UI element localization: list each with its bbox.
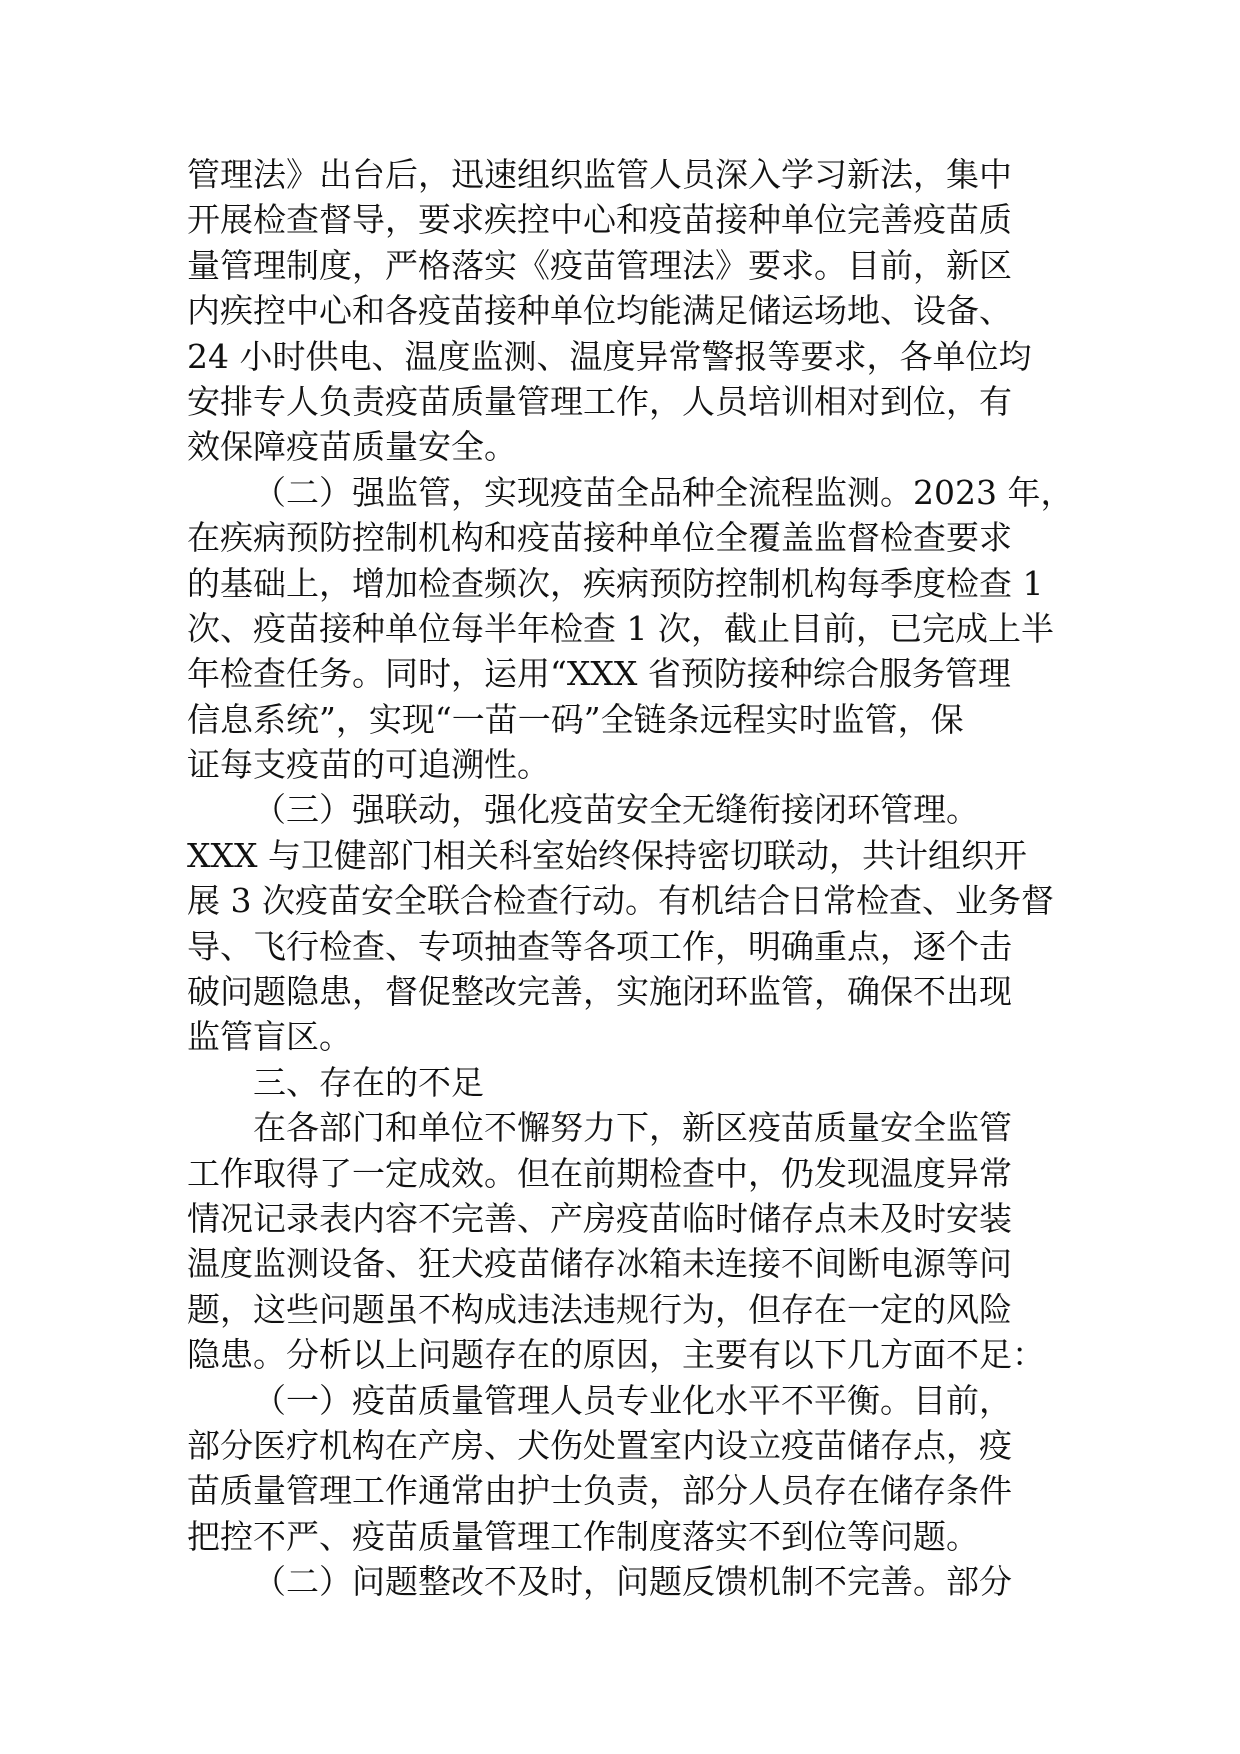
text-line-5: 24 小时供电、温度监测、温度异常警报等要求，各单位均 xyxy=(187,336,1032,376)
text-line-31: 把控不严、疫苗质量管理工作制度落实不到位等问题。 xyxy=(187,1516,979,1556)
text-line-2: 开展检查督导，要求疾控中心和疫苗接种单位完善疫苗质 xyxy=(187,200,1012,240)
text-line-26: 题，这些问题虽不构成违法违规行为，但存在一定的风险 xyxy=(187,1289,1012,1329)
text-line-18: 导、飞行检查、专项抽查等各项工作，明确重点，逐个击 xyxy=(187,926,1012,966)
text-line-9: 在疾病预防控制机构和疫苗接种单位全覆盖监督检查要求 xyxy=(187,518,1012,558)
text-line-1: 管理法》出台后，迅速组织监管人员深入学习新法，集中 xyxy=(187,155,1012,194)
text-line-6: 安排专人负责疫苗质量管理工作，人员培训相对到位，有 xyxy=(187,381,1012,421)
text-line-10: 的基础上，增加检查频次，疾病预防控制机构每季度检查 1 xyxy=(187,563,1044,603)
section-heading-3: （三）强联动，强化疫苗安全无缝衔接闭环管理。 xyxy=(253,790,979,830)
text-line-13: 信息系统”，实现“一苗一码”全链条远程实时监管，保 xyxy=(187,699,964,739)
major-heading-shortcomings: 三、存在的不足 xyxy=(253,1062,484,1102)
text-line-30: 苗质量管理工作通常由护士负责，部分人员存在储存条件 xyxy=(187,1471,1012,1511)
text-line-14: 证每支疫苗的可追溯性。 xyxy=(187,745,550,785)
text-line-12: 年检查任务。同时，运用“XXX 省预防接种综合服务管理 xyxy=(187,654,1011,694)
text-line-23: 工作取得了一定成效。但在前期检查中，仍发现温度异常 xyxy=(187,1153,1012,1193)
text-line-19: 破问题隐患，督促整改完善，实施闭环监管，确保不出现 xyxy=(187,972,1012,1012)
subheading-2: （二）问题整改不及时，问题反馈机制不完善。部分 xyxy=(253,1562,1012,1602)
text-line-3: 量管理制度，严格落实《疫苗管理法》要求。目前，新区 xyxy=(187,245,1012,285)
section-heading-2: （二）强监管，实现疫苗全品种全流程监测。2023 年， xyxy=(253,472,1074,512)
text-line-11: 次、疫苗接种单位每半年检查 1 次，截止目前，已完成上半 xyxy=(187,608,1054,648)
text-line-27: 隐患。分析以上问题存在的原因，主要有以下几方面不足： xyxy=(187,1335,1045,1375)
text-line-20: 监管盲区。 xyxy=(187,1017,352,1057)
text-line-24: 情况记录表内容不完善、产房疫苗临时储存点未及时安装 xyxy=(187,1198,1012,1238)
document-body xyxy=(187,152,1074,1605)
text-line-17: 展 3 次疫苗安全联合检查行动。有机结合日常检查、业务督 xyxy=(187,881,1054,921)
text-line-29: 部分医疗机构在产房、犬伤处置室内设立疫苗储存点，疫 xyxy=(187,1425,1012,1465)
text-line-4: 内疾控中心和各疫苗接种单位均能满足储运场地、设备、 xyxy=(187,291,1012,331)
paragraph-start-shortcomings: 在各部门和单位不懈努力下，新区疫苗质量安全监管 xyxy=(253,1108,1012,1148)
text-line-25: 温度监测设备、狂犬疫苗储存冰箱未连接不间断电源等问 xyxy=(187,1244,1012,1284)
text-line-7: 效保障疫苗质量安全。 xyxy=(187,427,517,467)
text-line-16: XXX 与卫健部门相关科室始终保持密切联动，共计组织开 xyxy=(187,835,1027,875)
subheading-1: （一）疫苗质量管理人员专业化水平不平衡。目前， xyxy=(253,1380,1012,1420)
